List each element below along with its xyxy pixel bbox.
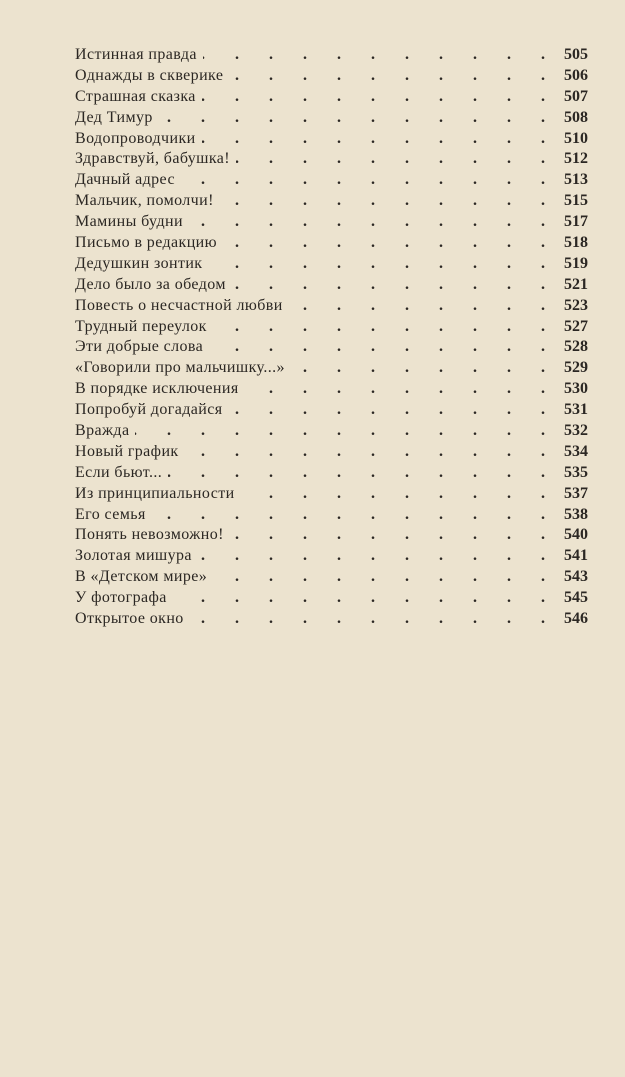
dot-leader [213,317,558,338]
toc-entry-title: В порядке исключения [75,380,239,398]
dot-leader [181,170,558,191]
toc-entry-title: Трудный переулок [75,317,207,335]
toc-entry-page: 534 [564,442,588,460]
dot-leader [202,129,558,150]
toc-entry [75,505,588,526]
toc-entry [75,191,588,212]
toc-entry [75,296,588,317]
toc-entry [75,212,588,233]
toc-entry-title: Понять невозможно! [75,526,224,544]
toc-entry-title: Истинная правда [75,46,197,63]
toc-entry-page: 528 [564,338,588,356]
toc-entry-title: Повесть о несчастной любви [75,296,283,314]
toc-entry [75,45,588,66]
toc-entry-title: Его семья [75,505,146,523]
toc-entry-page: 521 [564,275,588,293]
toc-entry-title: Дедушкин зонтик [75,254,203,272]
dot-leader [245,379,558,400]
dot-leader [209,337,558,358]
toc-entry-page: 546 [564,610,588,628]
dot-leader [185,442,558,463]
toc-entry-page: 541 [564,547,588,565]
toc-entry-page: 527 [564,317,588,335]
toc-entry [75,379,588,400]
dot-leader [236,149,558,170]
toc-entry-page: 518 [564,234,588,252]
toc-entry-page: 529 [564,359,588,377]
toc-entry-title: «Говорили про мальчишку...» [75,359,285,377]
toc-entry [75,129,588,150]
toc-entry-title: Дело было за обедом [75,275,226,293]
toc-entry-page: 523 [564,296,588,314]
toc-entry [75,87,588,108]
toc-entry-title: У фотографа [75,589,167,607]
toc-entry [75,588,588,609]
dot-leader [220,191,558,212]
toc-entry-title: Вражда [75,422,130,440]
toc-entry [75,421,588,442]
dot-leader [198,546,558,567]
toc-entry-page: 519 [564,254,588,272]
dot-leader [203,45,558,66]
dot-leader [208,254,558,275]
toc-entry-title: Золотая мишура [75,547,192,565]
toc-entry [75,170,588,191]
toc-entry [75,442,588,463]
toc-entry [75,254,588,275]
dot-leader [223,233,558,254]
toc-entry-title: Дед Тимур [75,108,153,126]
toc-entry [75,484,588,505]
toc-entry-title: Открытое окно [75,610,184,628]
toc-entry-page: 512 [564,150,588,168]
toc-entry-title: Новый график [75,442,179,460]
toc-entry-page: 507 [564,87,588,105]
dot-leader [135,421,558,442]
toc-entry-page: 532 [564,422,588,440]
dot-leader [189,212,558,233]
toc-entry-title: Страшная сказка [75,87,196,105]
dot-leader [173,588,558,609]
toc-entry-page: 545 [564,589,588,607]
toc-entry-title: Водопроводчики [75,129,196,147]
toc-entry [75,233,588,254]
dot-leader [190,609,558,630]
toc-entry-page: 505 [564,46,588,63]
toc-entry-page: 517 [564,213,588,231]
toc-entry [75,149,588,170]
toc-entry-title: Мальчик, помолчи! [75,192,214,210]
toc-entry-title: Если бьют... [75,463,163,481]
dot-leader [168,463,558,484]
toc-entry-page: 513 [564,171,588,189]
toc-entry-page: 508 [564,108,588,126]
toc-entry [75,609,588,630]
toc-entry-title: Однажды в скверике [75,66,224,84]
toc-entry-page: 535 [564,463,588,481]
toc-entry [75,275,588,296]
dot-leader [202,87,558,108]
toc-entry-title: Здравствуй, бабушка! [75,150,231,168]
toc-entry-title: Попробуй догадайся [75,401,223,419]
table-of-contents [75,45,588,630]
toc-entry-page: 538 [564,505,588,523]
toc-entry-title: В «Детском мире» [75,568,208,586]
toc-entry [75,463,588,484]
toc-entry [75,567,588,588]
dot-leader [213,567,558,588]
dot-leader [228,400,558,421]
dot-leader [289,296,558,317]
toc-entry [75,66,588,87]
toc-entry [75,317,588,338]
toc-entry-title: Мамины будни [75,213,183,231]
toc-entry-title: Эти добрые слова [75,338,204,356]
dot-leader [232,275,558,296]
dot-leader [229,66,558,87]
toc-entry [75,400,588,421]
toc-entry-page: 515 [564,192,588,210]
dot-leader [159,108,558,129]
toc-entry-page: 540 [564,526,588,544]
toc-entry-page: 506 [564,66,588,84]
toc-entry [75,525,588,546]
toc-entry-page: 530 [564,380,588,398]
dot-leader [230,525,558,546]
toc-entry [75,108,588,129]
toc-entry-title: Дачный адрес [75,171,175,189]
toc-entry-page: 531 [564,401,588,419]
toc-entry [75,358,588,379]
toc-entry [75,337,588,358]
toc-entry-page: 537 [564,484,588,502]
toc-entry-page: 510 [564,129,588,147]
dot-leader [291,358,558,379]
dot-leader [241,484,558,505]
toc-entry-title: Письмо в редакцию [75,234,217,252]
toc-entry [75,546,588,567]
toc-entry-page: 543 [564,568,588,586]
toc-entry-title: Из принципиальности [75,484,235,502]
dot-leader [152,505,558,526]
